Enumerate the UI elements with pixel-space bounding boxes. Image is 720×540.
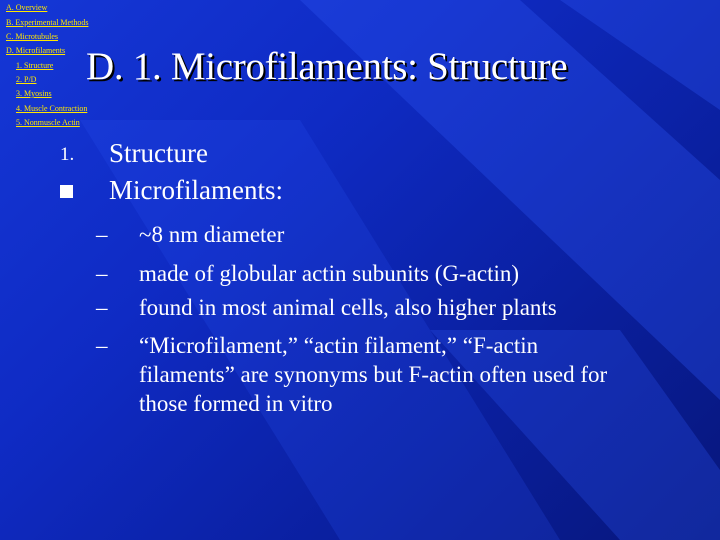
bullet-text: made of globular actin subunits (G-actin) xyxy=(139,261,520,286)
slide-title: D. 1. Microfilaments: Structure xyxy=(86,45,568,88)
outline-text-microfilaments: Microfilaments: xyxy=(109,175,283,205)
nav-item-structure[interactable] xyxy=(16,61,53,70)
nav-link-myosins[interactable]: 3. Myosins xyxy=(16,89,52,98)
nav-item-muscle-contraction[interactable] xyxy=(16,104,87,113)
nav-link-structure[interactable]: 1. Structure xyxy=(16,61,54,70)
square-bullet-icon xyxy=(60,185,73,198)
nav-item-myosins[interactable] xyxy=(16,89,52,98)
nav-item-microfilaments[interactable] xyxy=(6,46,65,55)
dash-icon: – xyxy=(96,295,108,320)
bullet-text: found in most animal cells, also higher plants xyxy=(139,295,557,320)
dash-icon: – xyxy=(96,333,108,358)
nav-link-microfilaments[interactable]: D. Microfilaments xyxy=(6,46,66,55)
outline-text-structure: Structure xyxy=(109,138,208,168)
nav-item-microtubules[interactable] xyxy=(6,32,58,41)
nav-link-pd[interactable]: 2. P/D xyxy=(16,75,37,84)
outline-number: 1. xyxy=(60,144,75,165)
bullet-text: “Microfilament,” “actin filament,” “F-actin filaments” are synonyms but F-actin often used for those formed in vitro xyxy=(139,333,608,416)
nav-item-pd[interactable] xyxy=(16,75,36,84)
nav-item-overview[interactable] xyxy=(6,3,47,12)
nav-link-muscle-contraction[interactable]: 4. Muscle Contraction xyxy=(16,104,88,113)
nav-item-nonmuscle-actin[interactable] xyxy=(16,118,80,127)
dash-icon: – xyxy=(96,222,108,247)
dash-icon: – xyxy=(96,261,108,286)
bullet-text: ~8 nm diameter xyxy=(139,222,285,247)
nav-link-microtubules[interactable]: C. Microtubules xyxy=(6,32,58,41)
nav-link-experimental-methods[interactable]: B. Experimental Methods xyxy=(6,18,89,27)
nav-item-experimental-methods[interactable] xyxy=(6,18,88,27)
nav-link-nonmuscle-actin[interactable]: 5. Nonmuscle Actin xyxy=(16,118,80,127)
nav-link-overview[interactable]: A. Overview xyxy=(6,3,48,12)
